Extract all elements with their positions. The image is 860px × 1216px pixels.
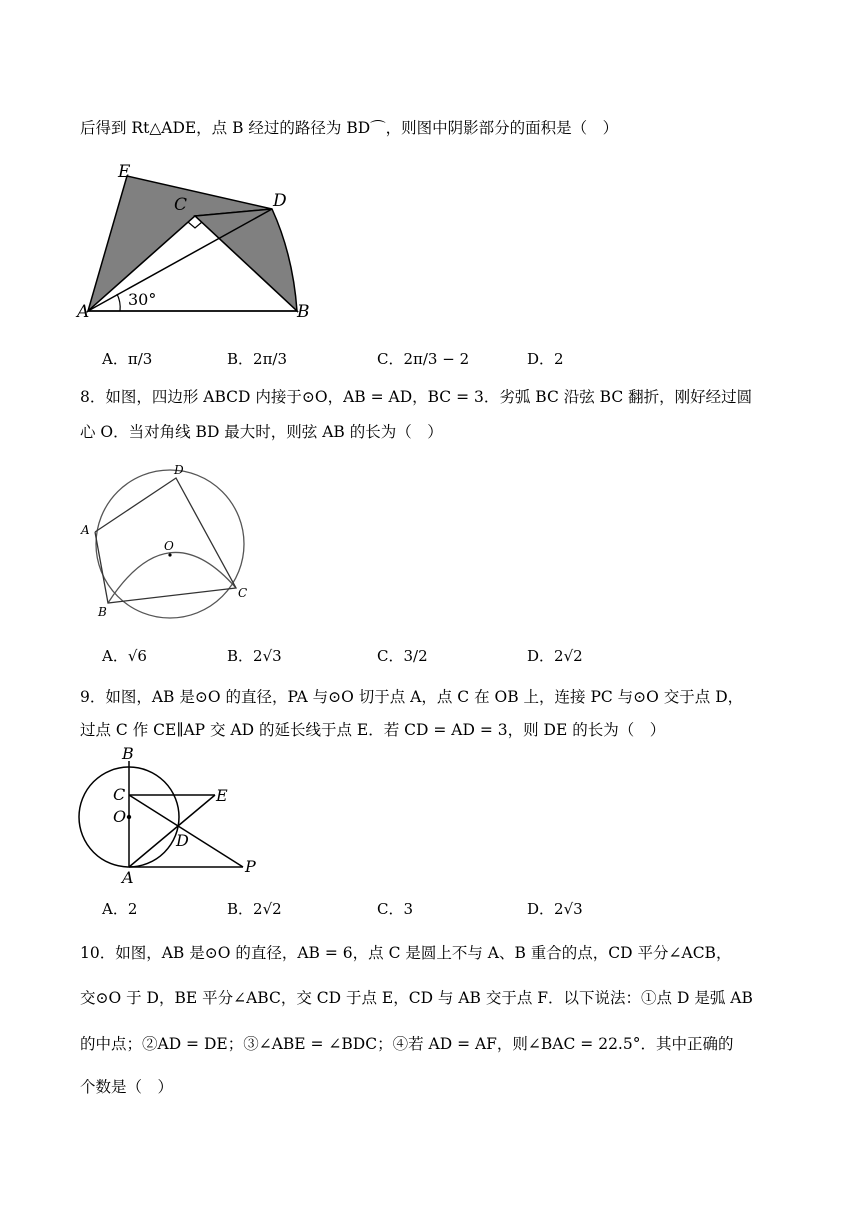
q9-label-c: C — [113, 785, 126, 804]
q8-label-a: A — [81, 523, 90, 537]
q8-line-2: 心 O．当对角线 BD 最大时，则弦 AB 的长为（ ） — [80, 423, 443, 441]
q9-label-p: P — [245, 857, 256, 876]
q7-label-d: D — [273, 191, 287, 211]
q8-label-c: C — [238, 586, 248, 600]
q8-option-d: D．2√2 — [527, 647, 583, 665]
q8-option-a: A．√6 — [102, 647, 147, 665]
q9-line-2: 过点 C 作 CE∥AP 交 AD 的延长线于点 E．若 CD = AD = 3，则 DE 的长为（ ） — [80, 721, 666, 739]
q9-center-dot — [127, 815, 131, 819]
q7-option-d: D．2 — [527, 350, 564, 368]
q9-label-d: D — [176, 831, 189, 850]
q10-line-1: 10．如图，AB 是⊙O 的直径，AB = 6，点 C 是圆上不与 A、B 重合的点，CD 平分∠ACB， — [80, 944, 732, 962]
q7-label-a: A — [77, 302, 90, 322]
q9-option-b: B．2√2 — [227, 900, 282, 918]
q7-figure — [75, 160, 325, 325]
q8-figure — [78, 460, 258, 620]
q7-option-c: C．2π/3 − 2 — [377, 350, 470, 368]
q7-label-b: B — [297, 302, 310, 322]
q9-option-d: D．2√3 — [527, 900, 583, 918]
q7-label-c: C — [174, 195, 188, 215]
q10-line-3: 的中点；②AD = DE；③∠ABE = ∠BDC；④若 AD = AF，则∠BAC = 22.5°．其中正确的 — [80, 1035, 734, 1053]
q8-label-d: D — [174, 463, 184, 477]
q7-label-e: E — [118, 162, 131, 182]
q8-center-dot — [168, 553, 171, 556]
q8-option-b: B．2√3 — [227, 647, 282, 665]
q9-label-a: A — [122, 868, 134, 885]
q10-line-4: 个数是（ ） — [80, 1078, 174, 1096]
q7-label-angle: 30° — [128, 290, 157, 309]
q9-line-ae — [129, 795, 215, 867]
q9-label-b: B — [122, 745, 134, 763]
q8-label-b: B — [98, 605, 107, 619]
q8-line-1: 8．如图，四边形 ABCD 内接于⊙O，AB = AD，BC = 3．劣弧 BC 沿弦 BC 翻折，刚好经过圆 — [80, 388, 753, 406]
q8-label-o: O — [164, 539, 174, 553]
q9-option-c: C．3 — [377, 900, 414, 918]
q9-option-a: A．2 — [102, 900, 138, 918]
q9-label-o: O — [113, 807, 127, 826]
q9-figure — [75, 745, 270, 885]
q9-line-1: 9．如图，AB 是⊙O 的直径，PA 与⊙O 切于点 A，点 C 在 OB 上，连接 PC 与⊙O 交于点 D， — [80, 688, 744, 706]
q9-label-e: E — [216, 786, 228, 805]
q7-stem-tail: 后得到 Rt△ADE，点 B 经过的路径为 BD⌒，则图中阴影部分的面积是（ ） — [80, 119, 619, 137]
q8-option-c: C．3/2 — [377, 647, 428, 665]
q7-option-b: B．2π/3 — [227, 350, 288, 368]
q7-option-a: A．π/3 — [102, 350, 153, 368]
q10-line-2: 交⊙O 于 D，BE 平分∠ABC，交 CD 于点 E，CD 与 AB 交于点 F．以下说法：①点 D 是弧 AB — [80, 989, 753, 1007]
